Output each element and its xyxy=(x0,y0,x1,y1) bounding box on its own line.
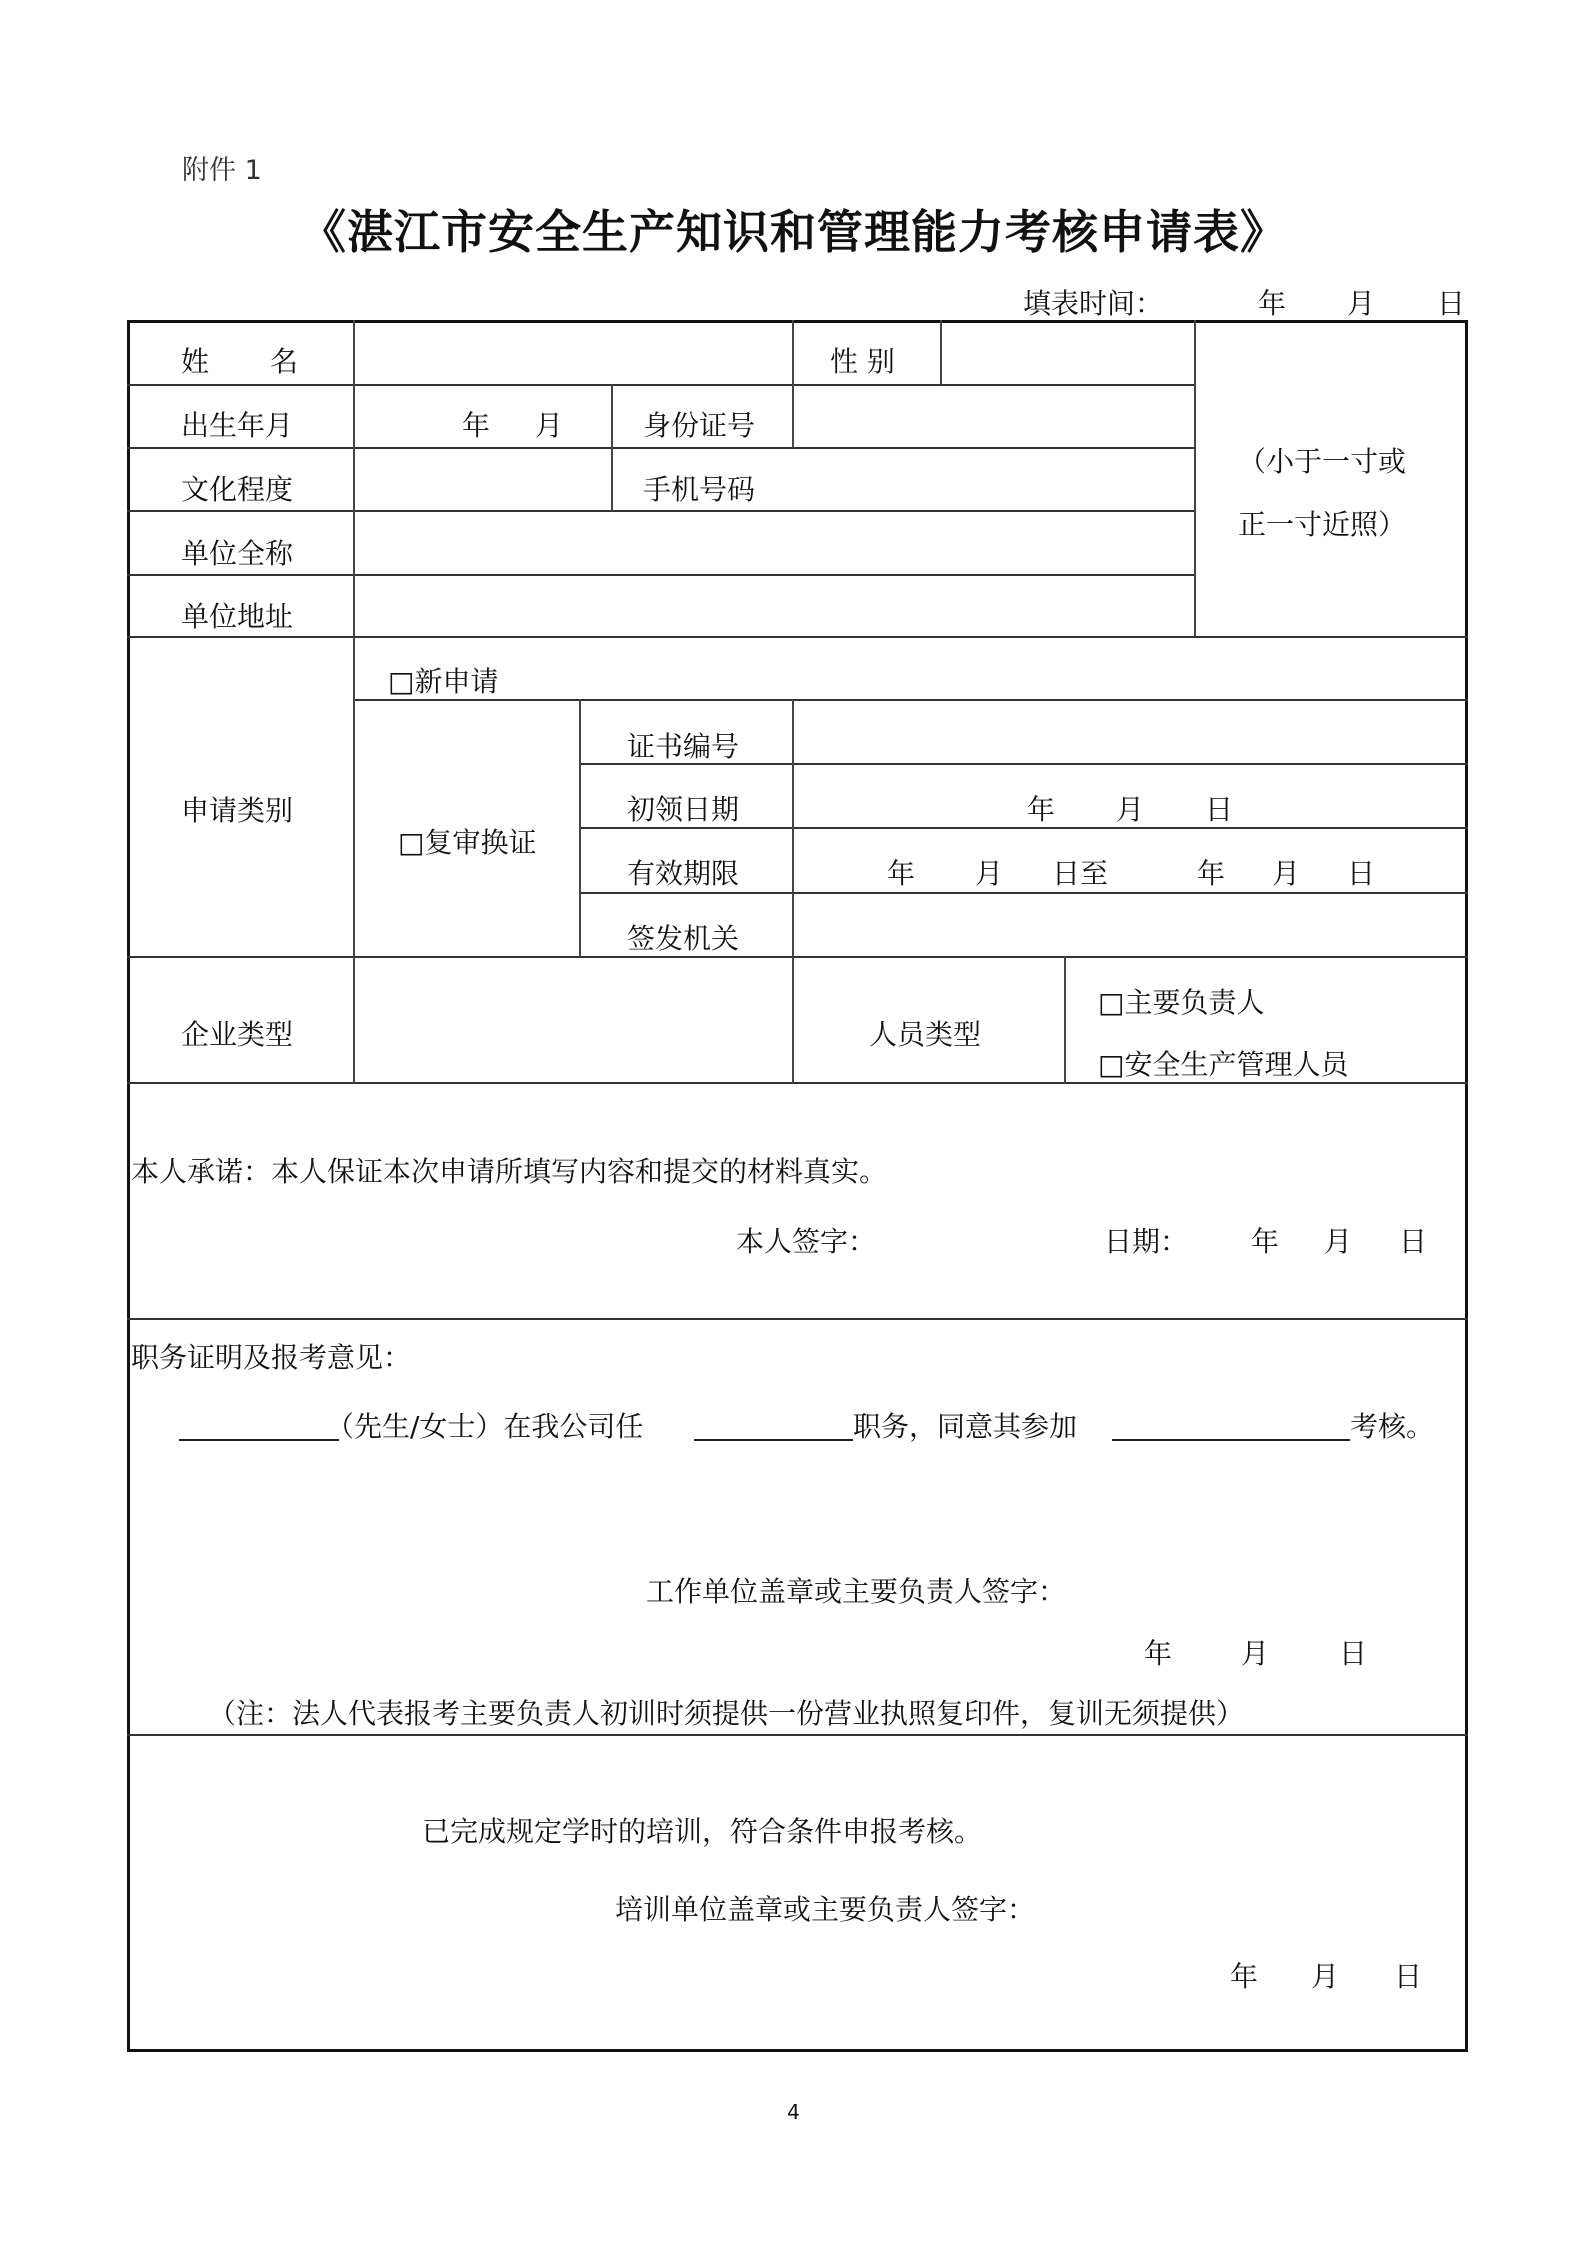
employee-name-blank[interactable] xyxy=(179,1405,339,1441)
trainer-month: 月 xyxy=(1311,1960,1340,1993)
employer-signature-label: 工作单位盖章或主要负责人签字： xyxy=(646,1575,1067,1608)
company-address-label: 单位地址 xyxy=(181,600,294,633)
education-label: 文化程度 xyxy=(181,473,294,506)
first-issue-day: 日 xyxy=(1205,793,1234,826)
name-field[interactable] xyxy=(354,322,792,384)
validity-from-month: 月 xyxy=(975,857,1004,890)
safety-manager-checkbox[interactable]: □安全生产管理人员 xyxy=(1098,1048,1349,1081)
first-issue-month: 月 xyxy=(1116,793,1145,826)
enterprise-type-field[interactable] xyxy=(355,958,792,1082)
validity-to-month: 月 xyxy=(1272,857,1301,890)
birth-month: 月 xyxy=(535,409,564,442)
employer-year: 年 xyxy=(1144,1637,1173,1670)
phone-field[interactable] xyxy=(794,449,1194,510)
cert-number-field[interactable] xyxy=(794,701,1466,763)
employer-day: 日 xyxy=(1339,1637,1368,1670)
row-divider xyxy=(127,1318,1468,1320)
fill-time-year: 年 xyxy=(1258,287,1287,320)
employment-note: （注：法人代表报考主要负责人初训时须提供一份营业执照复印件，复训无须提供） xyxy=(208,1697,1245,1730)
fill-time-day: 日 xyxy=(1437,287,1466,320)
validity-to-day: 日 xyxy=(1347,857,1376,890)
issuing-authority-label: 签发机关 xyxy=(627,922,740,955)
col-divider xyxy=(611,384,613,511)
company-address-field[interactable] xyxy=(354,576,1194,636)
company-name-field[interactable] xyxy=(354,512,1194,574)
name-label-2: 名 xyxy=(270,345,299,378)
photo-hint-line2: 正一寸近照） xyxy=(1238,508,1407,541)
fill-time-month: 月 xyxy=(1347,287,1376,320)
applicant-signature-label: 本人签字： xyxy=(736,1225,877,1258)
pledge-day: 日 xyxy=(1399,1225,1428,1258)
education-field[interactable] xyxy=(354,449,611,510)
pledge-text: 本人承诺：本人保证本次申请所填写内容和提交的材料真实。 xyxy=(131,1155,888,1188)
gender-field[interactable] xyxy=(942,322,1194,384)
id-number-field[interactable] xyxy=(794,386,1194,447)
employment-text-3: 考核。 xyxy=(1350,1410,1435,1443)
enterprise-type-label: 企业类型 xyxy=(181,1018,294,1051)
phone-label: 手机号码 xyxy=(643,473,756,506)
employer-month: 月 xyxy=(1241,1637,1270,1670)
form-title: 《湛江市安全生产知识和管理能力考核申请表》 xyxy=(300,205,1287,259)
application-type-label: 申请类别 xyxy=(181,794,294,827)
validity-from-year: 年 xyxy=(887,857,916,890)
row-divider xyxy=(127,956,1468,958)
validity-from-day-to: 日至 xyxy=(1052,857,1109,890)
photo-hint-line1: （小于一寸或 xyxy=(1238,445,1407,478)
trainer-year: 年 xyxy=(1230,1960,1259,1993)
id-number-label: 身份证号 xyxy=(643,409,756,442)
position-blank[interactable] xyxy=(694,1405,853,1441)
issuing-authority-field[interactable] xyxy=(794,894,1466,956)
principal-checkbox[interactable]: □主要负责人 xyxy=(1098,986,1265,1019)
birth-label: 出生年月 xyxy=(181,409,294,442)
row-divider xyxy=(127,636,1468,638)
validity-to-year: 年 xyxy=(1197,857,1226,890)
first-issue-date-label: 初领日期 xyxy=(627,793,740,826)
new-application-checkbox[interactable]: □新申请 xyxy=(388,665,499,698)
employment-heading: 职务证明及报考意见： xyxy=(131,1341,412,1374)
training-text: 已完成规定学时的培训，符合条件申报考核。 xyxy=(422,1815,983,1848)
row-divider xyxy=(127,1734,1468,1736)
birth-year: 年 xyxy=(462,409,491,442)
validity-label: 有效期限 xyxy=(627,857,740,890)
company-name-label: 单位全称 xyxy=(181,537,294,570)
employment-text-2: 职务，同意其参加 xyxy=(853,1410,1078,1443)
first-issue-year: 年 xyxy=(1027,793,1056,826)
col-divider xyxy=(579,699,581,957)
page-number: 4 xyxy=(787,2100,800,2124)
gender-label: 性 别 xyxy=(830,345,895,378)
exam-blank[interactable] xyxy=(1112,1405,1350,1441)
pledge-year: 年 xyxy=(1251,1225,1280,1258)
pledge-date-label: 日期： xyxy=(1104,1225,1189,1258)
personnel-type-label: 人员类型 xyxy=(869,1018,982,1051)
renewal-checkbox[interactable]: □复审换证 xyxy=(398,826,537,859)
col-divider xyxy=(1064,956,1066,1083)
trainer-day: 日 xyxy=(1394,1960,1423,1993)
fill-time-label: 填表时间： xyxy=(1023,287,1164,320)
employment-text-1: （先生/女士）在我公司任 xyxy=(326,1410,644,1443)
pledge-month: 月 xyxy=(1324,1225,1353,1258)
cert-number-label: 证书编号 xyxy=(627,730,740,763)
trainer-signature-label: 培训单位盖章或主要负责人签字： xyxy=(615,1893,1036,1926)
name-label-1: 姓 xyxy=(181,345,210,378)
attachment-label: 附件 1 xyxy=(182,155,262,186)
